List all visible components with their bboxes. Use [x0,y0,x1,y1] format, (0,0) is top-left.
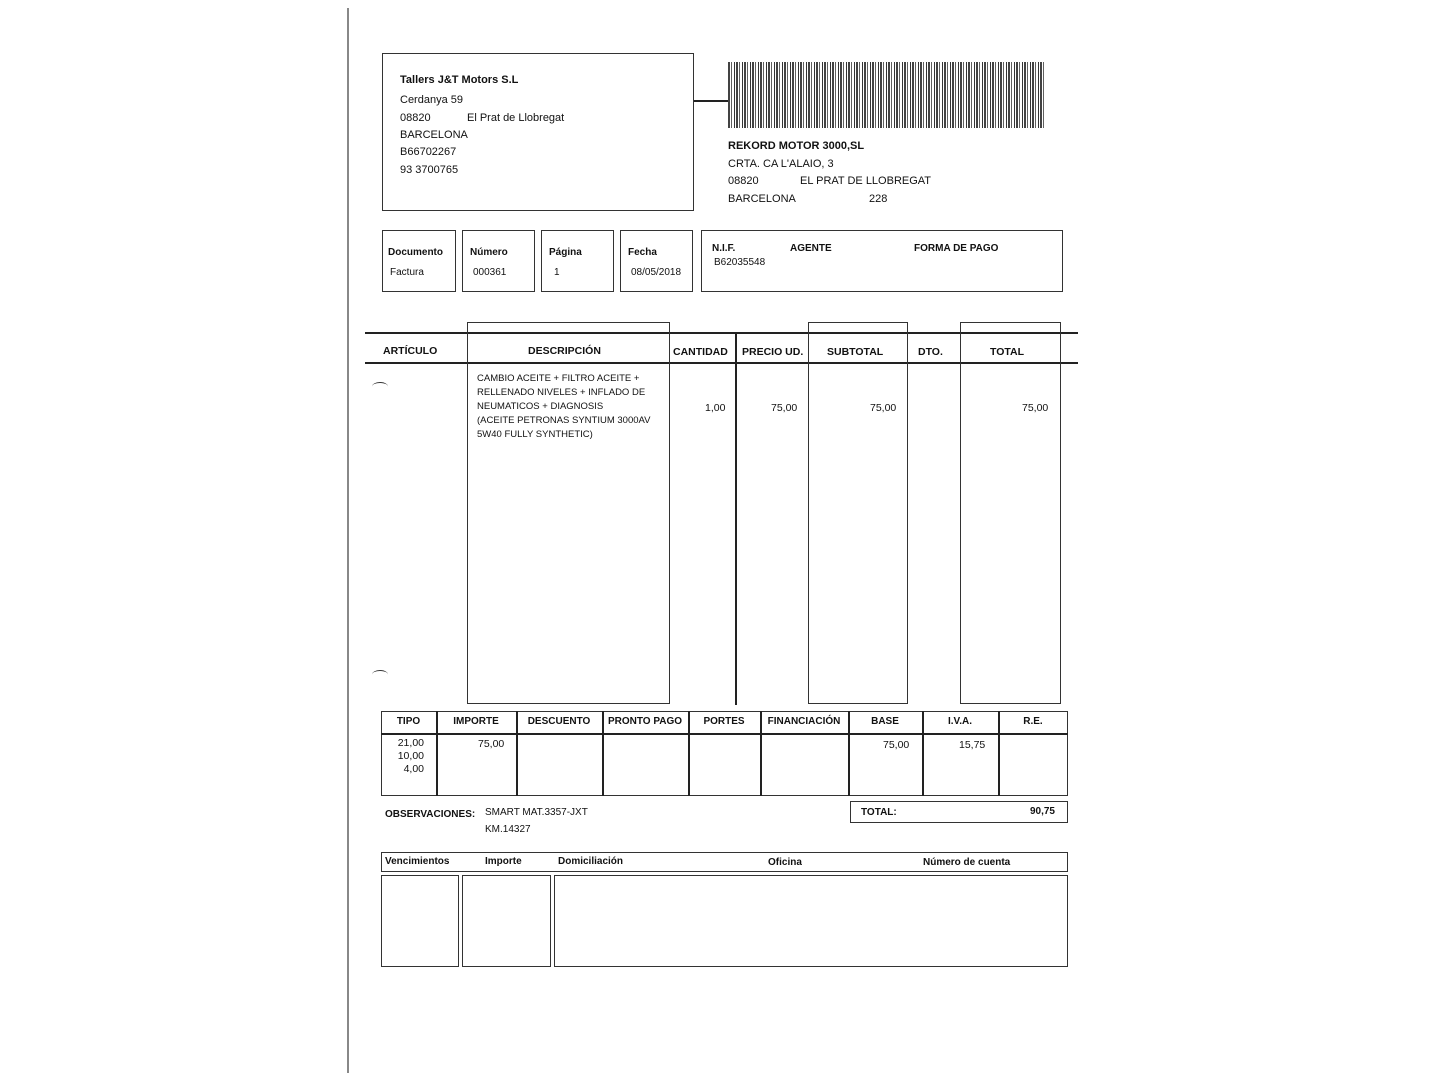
tax-importe-value: 75,00 [478,738,505,750]
tax-header-rule [381,733,1068,735]
page-value: 1 [554,267,560,278]
number-value: 000361 [473,267,507,278]
date-value: 08/05/2018 [631,267,682,278]
page-edge-line [347,8,349,1073]
nif-value: B62035548 [714,257,766,268]
hole-mark-top [372,382,388,391]
issuer-city: El Prat de Llobregat [467,112,565,124]
client-province: BARCELONA [728,193,796,205]
tax-tipo-value: 10,00 [397,750,424,762]
payment-importe-cell [462,875,551,967]
item-subtotal: 75,00 [870,402,897,414]
client-city: EL PRAT DE LLOBREGAT [800,175,932,187]
tax-tipo-values [388,737,424,776]
document-label: Documento [388,247,443,258]
document-type-box [382,230,456,292]
tax-header-importe: IMPORTE [453,716,499,727]
header-cantidad: CANTIDAD [673,346,728,358]
connector-line [694,100,728,102]
item-total: 75,00 [1022,402,1049,414]
observations-line-2: KM.14327 [485,824,531,835]
tax-header-financiacion: FINANCIACIÓN [767,716,841,727]
date-box [620,230,693,292]
observations-line-1: SMART MAT.3357-JXT [485,807,588,818]
tax-header-tipo: TIPO [396,716,421,727]
issuer-box [382,53,694,211]
total-value: 90,75 [1029,806,1055,817]
payment-header-domiciliacion: Domiciliación [558,856,624,867]
client-postal-code: 08820 [728,175,759,187]
payment-header-oficina: Oficina [768,857,802,868]
header-subtotal: SUBTOTAL [827,346,884,358]
header-total: TOTAL [990,346,1025,358]
issuer-name: Tallers J&T Motors S.L [400,74,519,86]
header-dto: DTO. [918,346,943,358]
hole-mark-bottom [372,670,388,679]
issuer-postal-code: 08820 [400,112,431,124]
barcode-image [728,62,1046,128]
document-value: Factura [390,267,424,278]
tax-tipo-value: 4,00 [403,763,424,775]
description-line: (ACEITE PETRONAS SYNTIUM 3000AV [477,415,651,426]
payment-header-row [381,852,1068,872]
tax-header-iva: I.V.A. [947,716,973,727]
description-line: 5W40 FULLY SYNTHETIC) [477,429,593,440]
tax-header-pronto-pago: PRONTO PAGO [607,716,683,727]
observations-label: OBSERVACIONES: [385,809,476,820]
date-label: Fecha [628,247,657,258]
tax-tipo-value: 21,00 [397,737,424,749]
payment-header-vencimientos: Vencimientos [385,856,450,867]
page-label: Página [549,247,582,258]
total-column-box [960,322,1061,704]
page-box [541,230,614,292]
client-code: 228 [869,193,888,205]
agent-label: AGENTE [790,243,832,254]
issuer-phone: 93 3700765 [400,164,459,176]
description-line: NEUMATICOS + DIAGNOSIS [477,401,604,412]
nif-label: N.I.F. [712,243,736,254]
nif-agent-payment-box [701,230,1063,292]
item-quantity: 1,00 [705,402,726,414]
header-descripcion: DESCRIPCIÓN [528,345,601,357]
tax-header-portes: PORTES [703,716,745,727]
issuer-street: Cerdanya 59 [400,94,463,106]
tax-header-descuento: DESCUENTO [527,716,591,727]
header-articulo: ARTÍCULO [383,345,438,357]
issuer-tax-id: B66702267 [400,146,457,158]
item-description [477,372,651,442]
description-line: CAMBIO ACEITE + FILTRO ACEITE + [477,373,640,384]
payment-domiciliacion-cell [554,875,1068,967]
header-precio-ud: PRECIO UD. [742,346,804,358]
payment-header-numero-cuenta: Número de cuenta [923,857,1011,868]
number-label: Número [470,247,508,258]
subtotal-column-box [808,322,908,704]
quantity-price-divider [735,333,737,705]
item-unit-price: 75,00 [771,402,798,414]
tax-base-value: 75,00 [883,739,910,751]
total-box [850,801,1068,823]
description-line: RELLENADO NIVELES + INFLADO DE [477,387,646,398]
number-box [462,230,535,292]
issuer-province: BARCELONA [400,129,468,141]
tax-header-base: BASE [871,716,899,727]
client-street: CRTA. CA L'ALAIO, 3 [728,158,834,170]
tax-header-re: R.E. [1023,716,1043,727]
total-label: TOTAL: [861,807,897,818]
client-name: REKORD MOTOR 3000,SL [728,140,865,152]
tax-iva-value: 15,75 [959,739,986,751]
payment-method-label: FORMA DE PAGO [914,243,999,254]
payment-vencimientos-cell [381,875,459,967]
payment-header-importe: Importe [485,856,522,867]
